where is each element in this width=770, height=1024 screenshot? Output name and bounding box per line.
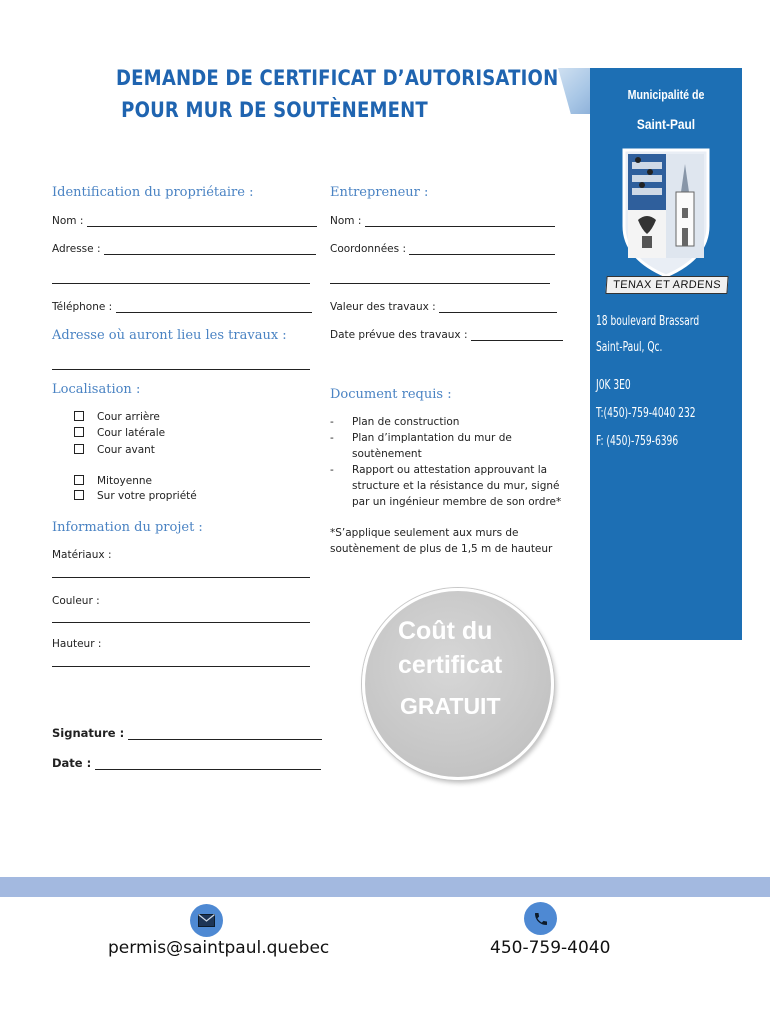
owner-address-field[interactable] [52,243,316,255]
height-label: Hauteur : [52,638,102,650]
cost-free-label: GRATUIT [400,693,501,719]
date-field[interactable] [52,756,321,770]
contractor-contact-field[interactable] [330,243,555,255]
work-date-field[interactable] [330,329,563,341]
contractor-contact-label: Coordonnées : [330,243,406,255]
checkbox-mitoyenne[interactable] [74,475,152,487]
documents-note: *S’applique seulement aux murs de soutènement de plus de 1,5 m de hauteur [330,527,553,555]
cost-line-1: Coût du [398,617,493,645]
contractor-name-field[interactable] [330,215,555,227]
checkbox-cour-arriere[interactable] [74,411,160,423]
owner-name-line[interactable] [87,218,317,227]
document-item: - Rapport ou attestation approuvant la structure et la résistance du mur, signé par un ingénieur membre de son ordre* [330,462,566,510]
sidebar-fax: F: (450)-759-6396 [596,434,679,449]
owner-phone-field[interactable] [52,301,312,313]
title-line-2: POUR MUR DE SOUTÈNEMENT [121,98,428,122]
owner-address-line-2[interactable] [52,272,310,284]
work-value-line[interactable] [439,304,557,313]
checkbox-cour-avant[interactable] [74,444,155,456]
work-value-field[interactable] [330,301,557,313]
contractor-contact-line-2[interactable] [330,272,550,284]
owner-name-label: Nom : [52,215,84,227]
owner-phone-line[interactable] [116,304,312,313]
owner-phone-label: Téléphone : [52,301,113,313]
color-line[interactable] [52,614,310,623]
sidebar-fold-decoration [558,68,590,114]
checkbox-label: Sur votre propriété [97,490,197,502]
owner-address-line[interactable] [104,246,316,255]
contractor-contact-line[interactable] [409,246,555,255]
project-heading: Information du projet : [52,520,203,535]
work-value-label: Valeur des travaux : [330,301,436,313]
checkbox-sur-votre-propriete[interactable] [74,490,197,502]
date-line[interactable] [95,759,321,770]
document-item: - Plan de construction [330,414,566,430]
municipality-city: Saint-Paul [636,116,696,132]
owner-name-field[interactable] [52,215,317,227]
materials-field[interactable] [52,566,310,578]
phone-icon [524,902,557,935]
checkbox-label: Cour avant [97,444,155,456]
color-label: Couleur : [52,595,100,607]
materials-line[interactable] [52,569,310,578]
work-address-line[interactable] [52,361,310,370]
checkbox-label: Cour latérale [97,427,166,439]
address-city: Saint-Paul, Qc. [596,340,663,355]
document-title [116,62,558,126]
checkbox-cour-laterale[interactable] [74,427,165,439]
municipality-label: Municipalité de [627,88,705,102]
owner-address-line-2-blank[interactable] [52,275,310,284]
contractor-contact-line-2-blank[interactable] [330,275,550,284]
postal-code: J0K 3E0 [596,378,631,393]
work-address-field[interactable] [52,358,310,370]
signature-line[interactable] [128,729,322,740]
footer-email[interactable]: permis@saintpaul.quebec [108,938,330,958]
work-address-heading: Adresse où auront lieu les travaux : [52,328,287,343]
documents-list [330,414,566,510]
footer-phone[interactable]: 450-759-4040 [490,938,611,958]
owner-address-label: Adresse : [52,243,101,255]
cost-line-2: certificat [398,651,503,679]
checkbox-label: Cour arrière [97,411,160,423]
owner-heading: Identification du propriétaire : [52,185,254,200]
title-line-1: DEMANDE DE CERTIFICAT D’AUTORISATION [116,66,559,90]
sidebar-phone: T:(450)-759-4040 232 [596,406,696,421]
date-label: Date : [52,756,92,770]
checkbox-box[interactable] [74,490,84,500]
address-street: 18 boulevard Brassard [596,314,700,329]
coat-of-arms-icon [620,148,712,278]
municipality-motto: TENAX ET ARDENS [605,276,728,294]
work-date-line[interactable] [471,332,563,341]
materials-label: Matériaux : [52,549,112,561]
checkbox-label: Mitoyenne [97,475,152,487]
signature-label: Signature : [52,726,125,740]
envelope-icon [190,904,223,937]
color-field[interactable] [52,611,310,623]
contractor-name-label: Nom : [330,215,362,227]
height-field[interactable] [52,655,310,667]
cost-title [398,614,502,682]
documents-heading: Document requis : [330,387,452,402]
checkbox-box[interactable] [74,427,84,437]
location-heading: Localisation : [52,382,141,397]
contractor-name-line[interactable] [365,218,555,227]
document-item: - Plan d’implantation du mur de soutènement [330,430,566,462]
contractor-heading: Entrepreneur : [330,185,429,200]
signature-field[interactable] [52,726,322,740]
height-line[interactable] [52,658,310,667]
footer-bar [0,877,770,897]
checkbox-box[interactable] [74,444,84,454]
municipality-sidebar [590,68,742,640]
checkbox-box[interactable] [74,411,84,421]
checkbox-box[interactable] [74,475,84,485]
work-date-label: Date prévue des travaux : [330,329,468,341]
